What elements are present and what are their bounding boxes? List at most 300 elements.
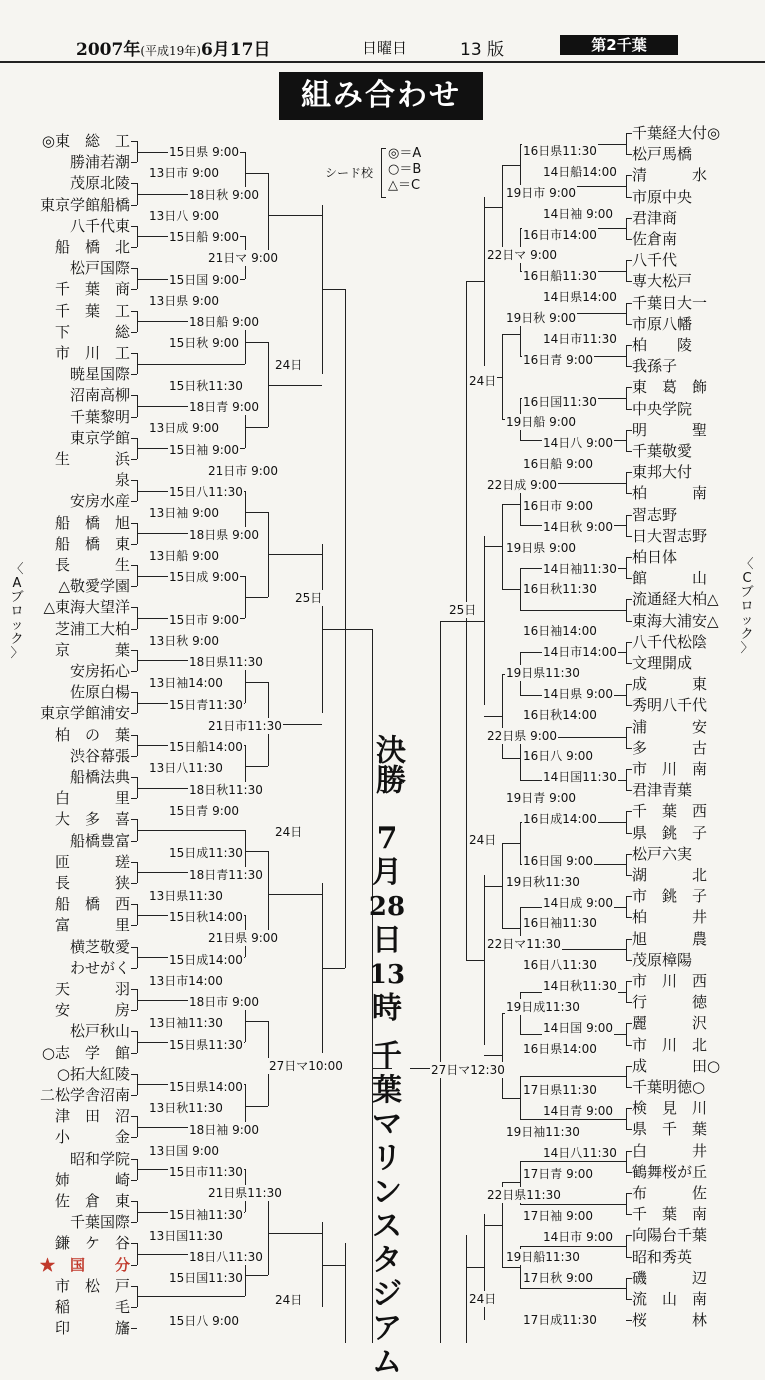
right-game-label: 22日マ 9:00: [487, 248, 558, 263]
left-game-label: 15日市11:30: [169, 1165, 243, 1179]
right-game-label: 16日国11:30: [523, 394, 597, 409]
bracket-line: [484, 716, 502, 717]
right-team: 市原中央: [632, 187, 693, 206]
bracket-line: [466, 1267, 484, 1268]
final-venue-char: ジ: [372, 1277, 402, 1312]
left-team: 姉 崎: [54, 1170, 130, 1189]
bracket-line: [520, 1204, 626, 1205]
bracket-line: [322, 289, 345, 290]
a-block-char: 〉: [10, 646, 24, 661]
bracket-line: [626, 1087, 632, 1088]
bracket-line: [484, 1055, 502, 1056]
right-team: 清 水: [632, 166, 708, 185]
right-game-label: 19日袖11:30: [506, 1125, 580, 1140]
bracket-line: [466, 281, 484, 282]
right-team: 松戸馬橋: [632, 145, 693, 164]
right-game-label: 24日: [469, 373, 497, 388]
right-team: 流 山 南: [632, 1290, 708, 1308]
bracket-line: [626, 833, 632, 834]
right-game-label: 19日秋11:30: [506, 874, 580, 889]
bracket-line: [484, 546, 502, 547]
left-team: ○拓大紅陵: [56, 1064, 130, 1083]
right-game-label: 22日県 9:00: [487, 728, 558, 743]
issue-date: 2007年(平成19年)6月17日: [76, 40, 271, 60]
c-block-label: [740, 558, 754, 656]
right-game-label: 19日成11:30: [506, 999, 580, 1014]
right-team: 八千代松陰: [632, 632, 708, 651]
seed-legend-a: ◎＝A: [388, 146, 422, 161]
left-game-label: 18日秋11:30: [189, 782, 263, 797]
bracket-line: [626, 811, 627, 832]
left-team: 印 旛: [54, 1319, 130, 1338]
left-game-label: 13日袖11:30: [149, 1016, 223, 1031]
right-team: 柏 南: [632, 484, 708, 503]
right-game-label: 14日袖 9:00: [543, 206, 614, 221]
bracket-line: [131, 501, 137, 502]
final-date-part: 月: [372, 855, 402, 890]
left-team: 東京学館船橋: [39, 195, 130, 214]
left-team: 東京学館浦安: [39, 704, 130, 723]
right-team: 県 千 葉: [632, 1120, 708, 1139]
right-game-label: 24日: [469, 1292, 497, 1307]
bracket-line: [626, 896, 627, 917]
left-team: 千葉黎明: [69, 407, 130, 426]
bracket-line: [626, 387, 627, 408]
bracket-line: [626, 366, 632, 367]
c-block-char: ブ: [740, 585, 754, 600]
right-team: 多 古: [632, 738, 708, 757]
bracket-line: [245, 682, 268, 683]
right-game-label: 16日袖11:30: [523, 916, 597, 931]
bracket-line: [502, 1182, 520, 1183]
bracket-line: [131, 586, 137, 587]
left-team: 長 生: [54, 556, 130, 574]
right-game-label: 16日八 9:00: [523, 749, 594, 764]
right-team: 成 東: [632, 675, 708, 694]
right-game-label: 19日県11:30: [506, 665, 580, 680]
left-game-label: 15日県11:30: [169, 1037, 243, 1052]
bracket-line: [626, 981, 627, 1002]
right-game-label: 14日八 9:00: [543, 436, 614, 451]
bracket-line: [626, 1193, 627, 1214]
bracket-line: [626, 515, 627, 536]
bracket-line: [626, 345, 627, 366]
bracket-line: [502, 334, 503, 419]
bracket-line: [245, 766, 268, 767]
left-game-label: 15日成 9:00: [169, 570, 240, 584]
left-game-label: 13日国11:30: [149, 1228, 223, 1243]
left-game-label: 24日: [275, 357, 303, 372]
left-game-label: 15日秋 9:00: [169, 336, 240, 351]
left-team: 市 松 戸: [54, 1276, 130, 1295]
bracket-line: [502, 758, 520, 759]
right-game-label: 27日マ12:30: [431, 1062, 505, 1077]
bracket-line: [131, 205, 137, 206]
bracket-line: [484, 875, 485, 1045]
right-game-label: 16日青 9:00: [523, 352, 594, 367]
left-team: 安房拓心: [69, 662, 130, 680]
right-game-label: 14日県 9:00: [543, 686, 614, 701]
right-team: 市 銚 子: [632, 887, 708, 906]
left-team: 長 狭: [54, 874, 130, 892]
bracket-line: [502, 1098, 520, 1099]
bracket-line: [131, 544, 137, 545]
bracket-line: [131, 289, 137, 290]
left-team: 茂原北陵: [69, 174, 130, 193]
bracket-line: [245, 851, 268, 852]
bracket-line: [502, 589, 520, 590]
bracket-line: [626, 472, 627, 493]
bracket-line: [345, 629, 372, 630]
left-game-label: 21日県11:30: [208, 1186, 282, 1201]
right-game-label: 14日市 9:00: [543, 1229, 614, 1244]
bracket-line: [626, 1151, 627, 1172]
bracket-line: [626, 430, 627, 451]
c-block-char: ロ: [740, 599, 754, 614]
bracket-line: [502, 165, 503, 250]
left-game-label: 13日市 9:00: [149, 166, 220, 181]
bracket-line: [484, 536, 485, 706]
right-team: 白 井: [632, 1141, 708, 1160]
left-game-label: 15日青11:30: [169, 697, 243, 712]
bracket-line: [626, 705, 632, 706]
left-game-label: 15日成11:30: [169, 846, 243, 861]
left-game-label: 13日市14:00: [149, 973, 223, 988]
left-team: 勝浦若潮: [69, 153, 130, 172]
bracket-line: [626, 642, 627, 663]
bracket-line: [626, 1172, 632, 1173]
right-team: 千 葉 西: [632, 802, 708, 821]
left-game-label: 18日青11:30: [189, 867, 263, 882]
right-game-label: 16日秋11:30: [523, 582, 597, 597]
left-game-label: 15日県 9:00: [169, 145, 240, 159]
left-team: 津 田 沼: [54, 1107, 130, 1126]
bracket-line: [131, 1222, 137, 1223]
right-game-label: 22日マ11:30: [487, 937, 561, 952]
bracket-line: [626, 939, 627, 960]
bracket-line: [137, 830, 245, 831]
final-venue-char: ム: [372, 1345, 402, 1380]
right-team: 市 川 北: [632, 1035, 708, 1054]
right-team: 明 聖: [632, 420, 708, 439]
weekday: 日曜日: [362, 39, 408, 57]
bracket-line: [131, 1095, 137, 1096]
c-block-char: C: [742, 571, 752, 586]
left-team: 沼南高柳: [69, 386, 130, 405]
right-game-label: 19日秋 9:00: [506, 311, 577, 326]
right-team: 茂原樟陽: [632, 950, 693, 969]
left-team: 佐 倉 東: [54, 1192, 130, 1210]
final-date-part: 13: [368, 960, 406, 990]
right-team: 市 川 西: [632, 972, 708, 990]
left-game-label: 13日袖14:00: [149, 676, 223, 691]
bracket-line: [131, 1010, 137, 1011]
left-team: 八千代東: [69, 216, 130, 235]
left-game-label: 18日八11:30: [189, 1250, 263, 1264]
bracket-line: [520, 1161, 626, 1162]
bracket-line: [322, 1265, 345, 1266]
right-team: 我孫子: [632, 357, 678, 376]
c-block-char: 〉: [740, 641, 754, 656]
right-team: 流通経大柏△: [632, 590, 719, 609]
right-team: 君津青葉: [632, 781, 693, 800]
left-team: 暁星国際: [69, 365, 130, 384]
seed-legend-b: ○＝B: [388, 162, 422, 177]
right-game-label: 19日船11:30: [506, 1250, 580, 1265]
left-game-label: 15日秋14:00: [169, 910, 243, 924]
bracket-line: [626, 663, 632, 664]
bracket-line: [520, 1076, 626, 1077]
right-game-label: 14日船14:00: [543, 164, 617, 179]
right-game-label: 14日市14:00: [543, 645, 617, 660]
right-team: 千葉敬愛: [632, 442, 693, 460]
bracket-line: [520, 1076, 521, 1118]
right-game-label: 14日袖11:30: [543, 561, 617, 576]
bracket-line: [484, 207, 502, 208]
right-game-label: 19日県 9:00: [506, 540, 577, 555]
right-team: 八千代: [632, 251, 678, 270]
right-game-label: 25日: [449, 603, 477, 618]
right-game-label: 16日市14:00: [523, 227, 597, 242]
final-date-part: 28: [368, 892, 406, 922]
left-game-label: 15日八11:30: [169, 485, 243, 499]
bracket-line: [626, 1320, 632, 1321]
bracket-line: [131, 883, 137, 884]
bracket-line: [520, 822, 521, 864]
left-game-label: 13日八 9:00: [149, 208, 220, 223]
bracket-line: [268, 554, 322, 555]
left-game-label: 24日: [275, 825, 303, 839]
bracket-line: [502, 504, 520, 505]
seed-legend-label: シード校: [325, 166, 374, 180]
left-game-label: 15日秋11:30: [169, 378, 243, 393]
bracket-line: [245, 597, 268, 598]
bracket-line: [131, 332, 137, 333]
left-game-label: 13日国 9:00: [149, 1143, 220, 1158]
left-team: 匝 瑳: [54, 852, 130, 871]
right-team: 行 徳: [632, 993, 708, 1012]
bracket-line: [520, 568, 521, 610]
bracket-line: [268, 894, 322, 895]
bracket-line: [245, 512, 268, 513]
seed-legend-c: △＝C: [388, 178, 421, 193]
a-block-char: ブ: [10, 590, 24, 605]
bracket-line: [520, 144, 521, 186]
left-game-label: 18日袖 9:00: [189, 1122, 260, 1137]
bracket-line: [440, 621, 441, 1343]
final-date-part: 日: [372, 923, 402, 958]
right-game-label: 17日袖 9:00: [523, 1208, 594, 1223]
bracket-line: [626, 684, 627, 705]
left-team: 芝浦工大柏: [54, 619, 130, 638]
bracket-line: [502, 843, 503, 928]
right-team: 麗 沢: [632, 1014, 708, 1033]
left-team: 千葉国際: [69, 1213, 130, 1232]
bracket-line: [131, 629, 137, 630]
bracket-line: [520, 1246, 626, 1247]
bracket-line: [466, 1235, 467, 1343]
a-block-char: 〈: [10, 562, 24, 577]
right-game-label: 14日国 9:00: [543, 1020, 614, 1035]
left-game-label: 18日秋 9:00: [189, 187, 260, 202]
left-team: 松戸秋山: [69, 1022, 130, 1041]
bracket-line: [626, 239, 632, 240]
right-game-label: 14日八11:30: [543, 1146, 617, 1161]
left-team: 渋谷幕張: [69, 746, 130, 765]
bracket-line: [626, 175, 627, 196]
bracket-line: [502, 843, 520, 844]
final-match-info: [365, 728, 409, 1380]
bracket-line: [626, 197, 632, 198]
left-game-label: 15日船 9:00: [169, 230, 240, 244]
left-team: 千 葉 工: [54, 301, 130, 320]
left-team: ★ 国 分: [39, 1255, 130, 1274]
bracket-line: [440, 621, 466, 622]
bracket-line: [131, 671, 137, 672]
bracket-line: [245, 1275, 268, 1276]
right-team: 柏 陵: [632, 336, 693, 354]
final-venue-char: マ: [372, 1107, 402, 1142]
bracket-line: [131, 968, 137, 969]
right-game-label: 14日国11:30: [543, 770, 617, 785]
left-team: 大 多 喜: [54, 810, 130, 829]
right-team: 市原八幡: [632, 314, 693, 333]
left-team: 稲 毛: [54, 1298, 130, 1316]
a-block-char: ッ: [10, 618, 24, 633]
bracket-line: [322, 968, 345, 969]
right-game-label: 17日青 9:00: [523, 1166, 594, 1181]
right-game-label: 17日成11:30: [523, 1313, 597, 1328]
page-header: [0, 0, 765, 60]
right-team: 昭和秀英: [632, 1247, 693, 1266]
a-block-label: [10, 563, 24, 661]
left-game-label: 18日県11:30: [189, 655, 263, 669]
bracket-line: [268, 215, 322, 216]
bracket-line: [626, 451, 632, 452]
bracket-line: [626, 1066, 627, 1087]
final-venue-char: ン: [372, 1175, 402, 1210]
seed-legend: [325, 146, 440, 198]
right-team: 日大習志野: [632, 526, 708, 545]
right-team: 旭 農: [632, 929, 708, 948]
bracket-line: [626, 854, 627, 875]
bracket-line: [626, 1108, 627, 1129]
right-team: 市 川 南: [632, 760, 708, 778]
left-team: 千 葉 商: [54, 280, 130, 299]
left-game-label: 27日マ10:00: [269, 1058, 343, 1073]
left-game-label: 21日市11:30: [208, 718, 282, 733]
right-game-label: 14日秋11:30: [543, 979, 617, 994]
right-team: 布 佐: [632, 1184, 708, 1202]
right-game-label: 16日市 9:00: [523, 498, 594, 513]
left-team: 白 里: [54, 789, 130, 808]
right-game-label: 16日船 9:00: [523, 457, 594, 472]
right-team: 柏日体: [632, 548, 678, 566]
c-block-char: 〈: [740, 557, 754, 572]
right-game-label: 16日県11:30: [523, 144, 597, 158]
left-team: 船橋豊富: [69, 831, 130, 850]
right-game-label: 14日青 9:00: [543, 1104, 614, 1119]
bracket-line: [626, 727, 627, 748]
right-team: 浦 安: [632, 717, 708, 736]
c-block-char: ク: [740, 627, 754, 642]
bracket-line: [484, 886, 502, 887]
a-block-char: ロ: [10, 604, 24, 619]
bracket-line: [131, 1137, 137, 1138]
right-team: 専大松戸: [632, 272, 693, 291]
left-game-label: 25日: [295, 591, 323, 606]
bracket-line: [502, 1013, 503, 1098]
bracket-line: [466, 281, 467, 959]
bracket-line: [322, 629, 345, 630]
right-team: 向陽台千葉: [632, 1226, 708, 1245]
bracket-line: [131, 1307, 137, 1308]
bracket-line: [131, 925, 137, 926]
bracket-line: [131, 756, 137, 757]
right-team: 成 田○: [632, 1056, 721, 1075]
right-team: 千葉明徳○: [632, 1078, 706, 1096]
bracket-line: [131, 1328, 137, 1329]
left-team: 鎌 ケ 谷: [54, 1234, 130, 1253]
final-venue-char: 葉: [372, 1073, 402, 1108]
bracket-line: [626, 960, 632, 961]
right-team: 文理開成: [632, 654, 693, 672]
bracket-line: [466, 621, 484, 622]
right-team: 千葉日大一: [632, 293, 708, 312]
bracket-line: [502, 504, 503, 589]
left-team: 安房水産: [69, 492, 130, 511]
left-team: △敬愛学園: [58, 577, 130, 596]
right-game-label: 19日市 9:00: [506, 185, 577, 200]
bracket-line: [502, 674, 503, 759]
right-team: 東 葛 飾: [632, 378, 708, 397]
bracket-line: [131, 374, 137, 375]
bracket-line: [131, 417, 137, 418]
left-team: 下 総: [54, 322, 130, 341]
bracket-line: [466, 960, 484, 961]
bracket-line: [626, 917, 632, 918]
page-title: 組み合わせ: [279, 72, 483, 120]
right-team: 湖 北: [632, 866, 708, 884]
bracket-line: [626, 621, 632, 622]
bracket-line: [131, 247, 137, 248]
right-game-label: 19日船 9:00: [506, 415, 577, 430]
right-team: 柏 井: [632, 908, 708, 927]
right-game-label: 16日成14:00: [523, 812, 597, 827]
c-block-char: ッ: [740, 613, 754, 628]
left-game-label: 15日青 9:00: [169, 803, 240, 818]
bracket-line: [626, 599, 627, 620]
bracket-line: [626, 1299, 632, 1300]
bracket-line: [131, 1265, 137, 1266]
bracket-line: [626, 1045, 632, 1046]
right-game-label: 16日県14:00: [523, 1041, 597, 1056]
a-block-char: A: [12, 576, 22, 591]
right-game-label: 14日成 9:00: [543, 895, 614, 910]
left-game-label: 15日国 9:00: [169, 272, 240, 287]
right-team: 磯 辺: [632, 1268, 708, 1287]
left-team: 船 橋 西: [54, 895, 130, 914]
bracket-line: [626, 493, 632, 494]
bracket-line: [268, 1233, 322, 1234]
bracket-line: [626, 1257, 632, 1258]
left-team: わせがく: [69, 958, 130, 977]
left-team: 市 川 工: [54, 344, 130, 362]
edition: 13 版: [460, 40, 505, 60]
left-game-label: 13日秋 9:00: [149, 633, 220, 648]
left-team: 東京学館: [69, 428, 130, 447]
right-game-label: 14日県14:00: [543, 290, 617, 305]
